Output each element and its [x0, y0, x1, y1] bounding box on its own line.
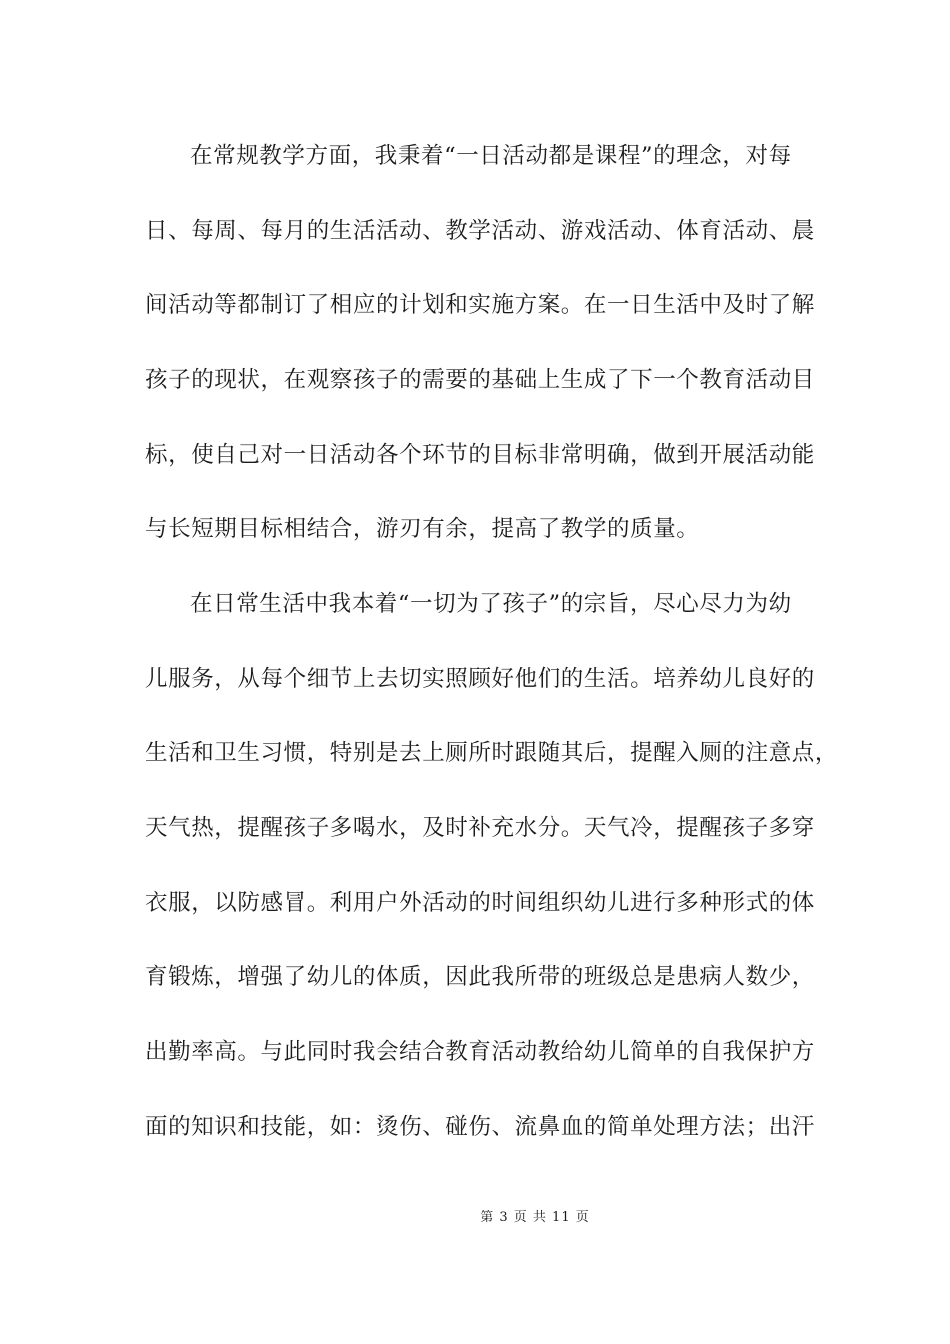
- text-line: 日、每周、每月的生活活动、教学活动、游戏活动、体育活动、晨: [145, 218, 815, 244]
- text-line: 孩子的现状，在观察孩子的需要的基础上生成了下一个教育活动目: [145, 367, 815, 393]
- page-number-footer: 第 3 页 共 11 页: [480, 1210, 590, 1225]
- text-line: 生活和卫生习惯，特别是去上厕所时跟随其后，提醒入厕的注意点，: [145, 740, 839, 766]
- text-line: 面的知识和技能，如：烫伤、碰伤、流鼻血的简单处理方法；出汗: [145, 1114, 815, 1140]
- text-line: 与长短期目标相结合，游刃有余，提高了教学的质量。: [145, 516, 700, 542]
- text-line: 育锻炼，增强了幼儿的体质，因此我所带的班级总是患病人数少，: [145, 964, 815, 990]
- text-line: 天气热，提醒孩子多喝水，及时补充水分。天气冷，提醒孩子多穿: [145, 815, 815, 841]
- text-line: 在常规教学方面，我秉着“一日活动都是课程”的理念，对每: [190, 143, 792, 169]
- text-line: 间活动等都制订了相应的计划和实施方案。在一日生活中及时了解: [145, 292, 815, 318]
- text-line: 儿服务，从每个细节上去切实照顾好他们的生活。培养幼儿良好的: [145, 666, 815, 692]
- text-line: 在日常生活中我本着“一切为了孩子”的宗旨，尽心尽力为幼: [190, 591, 792, 617]
- text-line: 出勤率高。与此同时我会结合教育活动教给幼儿简单的自我保护方: [145, 1039, 815, 1065]
- text-line: 标，使自己对一日活动各个环节的目标非常明确，做到开展活动能: [145, 442, 815, 468]
- text-line: 衣服，以防感冒。利用户外活动的时间组织幼儿进行多种形式的体: [145, 890, 815, 916]
